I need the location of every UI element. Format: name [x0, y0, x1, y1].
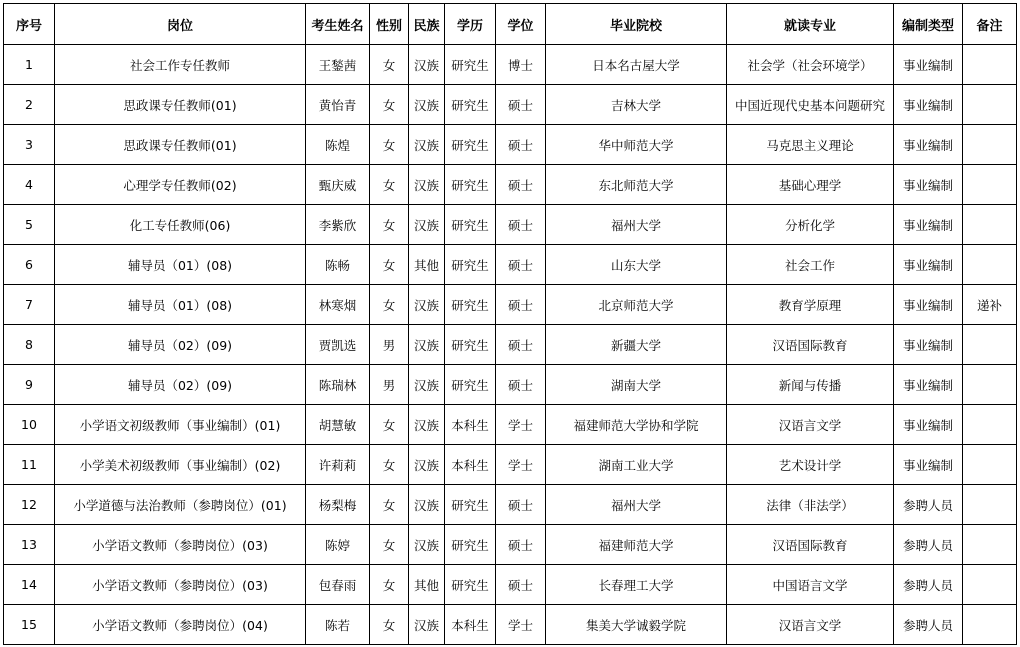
cell-major: 法律（非法学）	[727, 485, 894, 525]
cell-education: 研究生	[445, 525, 496, 565]
cell-staffing-type: 事业编制	[894, 85, 963, 125]
header-university: 毕业院校	[546, 4, 727, 45]
cell-education: 研究生	[445, 245, 496, 285]
cell-remarks	[963, 445, 1017, 485]
cell-remarks	[963, 525, 1017, 565]
cell-university: 东北师范大学	[546, 165, 727, 205]
cell-ethnicity: 汉族	[409, 85, 445, 125]
cell-university: 北京师范大学	[546, 285, 727, 325]
cell-candidate-name: 王鍫茜	[306, 45, 370, 85]
cell-remarks	[963, 85, 1017, 125]
cell-staffing-type: 事业编制	[894, 245, 963, 285]
cell-education: 研究生	[445, 485, 496, 525]
cell-candidate-name: 贾凯选	[306, 325, 370, 365]
cell-ethnicity: 汉族	[409, 125, 445, 165]
table-row	[4, 285, 1017, 325]
cell-index: 13	[4, 525, 55, 565]
cell-gender: 女	[370, 485, 409, 525]
cell-staffing-type: 事业编制	[894, 445, 963, 485]
cell-degree: 硕士	[496, 565, 546, 605]
cell-gender: 女	[370, 565, 409, 605]
cell-remarks	[963, 365, 1017, 405]
cell-gender: 女	[370, 85, 409, 125]
cell-candidate-name: 胡慧敏	[306, 405, 370, 445]
cell-university: 华中师范大学	[546, 125, 727, 165]
cell-major: 社会工作	[727, 245, 894, 285]
cell-position: 化工专任教师(06)	[55, 205, 306, 245]
header-staffing-type: 编制类型	[894, 4, 963, 45]
cell-degree: 硕士	[496, 325, 546, 365]
table-row	[4, 125, 1017, 165]
cell-education: 研究生	[445, 205, 496, 245]
cell-remarks	[963, 245, 1017, 285]
cell-position: 辅导员（01）(08)	[55, 285, 306, 325]
cell-ethnicity: 汉族	[409, 205, 445, 245]
cell-index: 7	[4, 285, 55, 325]
cell-university: 湖南工业大学	[546, 445, 727, 485]
cell-ethnicity: 汉族	[409, 405, 445, 445]
table-row	[4, 45, 1017, 85]
table-row	[4, 165, 1017, 205]
cell-education: 研究生	[445, 365, 496, 405]
cell-candidate-name: 陈煌	[306, 125, 370, 165]
cell-staffing-type: 事业编制	[894, 125, 963, 165]
cell-remarks	[963, 485, 1017, 525]
cell-university: 福建师范大学协和学院	[546, 405, 727, 445]
cell-index: 9	[4, 365, 55, 405]
cell-index: 4	[4, 165, 55, 205]
cell-education: 研究生	[445, 285, 496, 325]
cell-major: 汉语言文学	[727, 405, 894, 445]
table-row	[4, 405, 1017, 445]
cell-candidate-name: 林寒烟	[306, 285, 370, 325]
cell-candidate-name: 包春雨	[306, 565, 370, 605]
table-row	[4, 565, 1017, 605]
cell-ethnicity: 汉族	[409, 45, 445, 85]
table-row	[4, 325, 1017, 365]
cell-staffing-type: 事业编制	[894, 405, 963, 445]
cell-major: 社会学（社会环境学）	[727, 45, 894, 85]
table-row	[4, 205, 1017, 245]
cell-candidate-name: 陈婷	[306, 525, 370, 565]
cell-education: 研究生	[445, 85, 496, 125]
cell-position: 心理学专任教师(02)	[55, 165, 306, 205]
header-remarks: 备注	[963, 4, 1017, 45]
cell-university: 福州大学	[546, 485, 727, 525]
cell-ethnicity: 汉族	[409, 365, 445, 405]
cell-gender: 女	[370, 45, 409, 85]
cell-candidate-name: 许莉莉	[306, 445, 370, 485]
cell-university: 山东大学	[546, 245, 727, 285]
cell-degree: 博士	[496, 45, 546, 85]
cell-education: 研究生	[445, 125, 496, 165]
recruitment-list-table	[3, 3, 1017, 645]
cell-remarks	[963, 205, 1017, 245]
table-row	[4, 485, 1017, 525]
cell-staffing-type: 事业编制	[894, 365, 963, 405]
cell-degree: 硕士	[496, 525, 546, 565]
cell-position: 思政课专任教师(01)	[55, 125, 306, 165]
cell-major: 中国语言文学	[727, 565, 894, 605]
cell-index: 5	[4, 205, 55, 245]
cell-degree: 学士	[496, 445, 546, 485]
table-row	[4, 445, 1017, 485]
cell-remarks	[963, 565, 1017, 605]
cell-major: 基础心理学	[727, 165, 894, 205]
cell-degree: 学士	[496, 605, 546, 645]
cell-ethnicity: 其他	[409, 565, 445, 605]
cell-position: 小学美术初级教师（事业编制）(02)	[55, 445, 306, 485]
cell-gender: 男	[370, 365, 409, 405]
cell-gender: 女	[370, 525, 409, 565]
cell-index: 12	[4, 485, 55, 525]
cell-education: 本科生	[445, 405, 496, 445]
cell-staffing-type: 事业编制	[894, 45, 963, 85]
cell-index: 8	[4, 325, 55, 365]
cell-degree: 硕士	[496, 85, 546, 125]
cell-education: 本科生	[445, 605, 496, 645]
cell-position: 小学语文教师（参聘岗位）(03)	[55, 525, 306, 565]
cell-major: 教育学原理	[727, 285, 894, 325]
cell-gender: 女	[370, 605, 409, 645]
cell-candidate-name: 陈畅	[306, 245, 370, 285]
header-education: 学历	[445, 4, 496, 45]
cell-gender: 女	[370, 165, 409, 205]
cell-university: 新疆大学	[546, 325, 727, 365]
recruitment-table-container	[3, 3, 1017, 645]
cell-education: 研究生	[445, 325, 496, 365]
cell-major: 分析化学	[727, 205, 894, 245]
cell-degree: 硕士	[496, 205, 546, 245]
header-row	[4, 4, 1017, 45]
cell-major: 马克思主义理论	[727, 125, 894, 165]
cell-remarks: 递补	[963, 285, 1017, 325]
cell-university: 集美大学诚毅学院	[546, 605, 727, 645]
cell-staffing-type: 参聘人员	[894, 565, 963, 605]
cell-university: 福州大学	[546, 205, 727, 245]
cell-index: 2	[4, 85, 55, 125]
table-row	[4, 365, 1017, 405]
cell-degree: 硕士	[496, 365, 546, 405]
cell-position: 小学语文教师（参聘岗位）(03)	[55, 565, 306, 605]
table-row	[4, 525, 1017, 565]
cell-ethnicity: 汉族	[409, 325, 445, 365]
cell-major: 汉语国际教育	[727, 525, 894, 565]
table-body	[4, 45, 1017, 645]
cell-major: 艺术设计学	[727, 445, 894, 485]
cell-index: 1	[4, 45, 55, 85]
cell-index: 6	[4, 245, 55, 285]
cell-gender: 女	[370, 445, 409, 485]
cell-position: 辅导员（01）(08)	[55, 245, 306, 285]
cell-ethnicity: 汉族	[409, 485, 445, 525]
cell-staffing-type: 事业编制	[894, 205, 963, 245]
header-ethnicity: 民族	[409, 4, 445, 45]
cell-ethnicity: 汉族	[409, 285, 445, 325]
cell-position: 社会工作专任教师	[55, 45, 306, 85]
cell-remarks	[963, 125, 1017, 165]
header-degree: 学位	[496, 4, 546, 45]
cell-index: 15	[4, 605, 55, 645]
cell-ethnicity: 汉族	[409, 525, 445, 565]
cell-candidate-name: 黄怡青	[306, 85, 370, 125]
cell-candidate-name: 陈瑞林	[306, 365, 370, 405]
cell-staffing-type: 事业编制	[894, 285, 963, 325]
cell-staffing-type: 参聘人员	[894, 485, 963, 525]
cell-staffing-type: 事业编制	[894, 165, 963, 205]
cell-gender: 女	[370, 205, 409, 245]
cell-staffing-type: 参聘人员	[894, 605, 963, 645]
cell-index: 14	[4, 565, 55, 605]
cell-remarks	[963, 405, 1017, 445]
cell-university: 吉林大学	[546, 85, 727, 125]
header-major: 就读专业	[727, 4, 894, 45]
cell-major: 汉语国际教育	[727, 325, 894, 365]
cell-major: 汉语言文学	[727, 605, 894, 645]
cell-staffing-type: 事业编制	[894, 325, 963, 365]
cell-candidate-name: 杨梨梅	[306, 485, 370, 525]
cell-position: 小学语文教师（参聘岗位）(04)	[55, 605, 306, 645]
cell-education: 本科生	[445, 445, 496, 485]
cell-degree: 硕士	[496, 125, 546, 165]
cell-gender: 女	[370, 245, 409, 285]
cell-degree: 学士	[496, 405, 546, 445]
cell-candidate-name: 陈若	[306, 605, 370, 645]
cell-remarks	[963, 45, 1017, 85]
cell-ethnicity: 汉族	[409, 165, 445, 205]
cell-position: 思政课专任教师(01)	[55, 85, 306, 125]
cell-position: 小学语文初级教师（事业编制）(01)	[55, 405, 306, 445]
cell-index: 3	[4, 125, 55, 165]
cell-degree: 硕士	[496, 245, 546, 285]
cell-position: 辅导员（02）(09)	[55, 365, 306, 405]
cell-major: 中国近现代史基本问题研究	[727, 85, 894, 125]
cell-gender: 女	[370, 125, 409, 165]
cell-gender: 女	[370, 285, 409, 325]
cell-remarks	[963, 605, 1017, 645]
cell-position: 辅导员（02）(09)	[55, 325, 306, 365]
cell-candidate-name: 李紫欣	[306, 205, 370, 245]
cell-position: 小学道德与法治教师（参聘岗位）(01)	[55, 485, 306, 525]
cell-index: 10	[4, 405, 55, 445]
cell-major: 新闻与传播	[727, 365, 894, 405]
cell-ethnicity: 汉族	[409, 445, 445, 485]
cell-remarks	[963, 165, 1017, 205]
header-gender: 性别	[370, 4, 409, 45]
cell-university: 福建师范大学	[546, 525, 727, 565]
table-row	[4, 605, 1017, 645]
header-position: 岗位	[55, 4, 306, 45]
table-row	[4, 245, 1017, 285]
cell-degree: 硕士	[496, 165, 546, 205]
cell-ethnicity: 汉族	[409, 605, 445, 645]
cell-university: 长春理工大学	[546, 565, 727, 605]
table-row	[4, 85, 1017, 125]
cell-university: 日本名古屋大学	[546, 45, 727, 85]
cell-degree: 硕士	[496, 485, 546, 525]
cell-gender: 女	[370, 405, 409, 445]
cell-candidate-name: 甄庆威	[306, 165, 370, 205]
cell-staffing-type: 参聘人员	[894, 525, 963, 565]
cell-gender: 男	[370, 325, 409, 365]
cell-education: 研究生	[445, 565, 496, 605]
cell-index: 11	[4, 445, 55, 485]
cell-degree: 硕士	[496, 285, 546, 325]
cell-remarks	[963, 325, 1017, 365]
cell-education: 研究生	[445, 45, 496, 85]
header-candidate-name: 考生姓名	[306, 4, 370, 45]
cell-education: 研究生	[445, 165, 496, 205]
header-index: 序号	[4, 4, 55, 45]
cell-ethnicity: 其他	[409, 245, 445, 285]
cell-university: 湖南大学	[546, 365, 727, 405]
